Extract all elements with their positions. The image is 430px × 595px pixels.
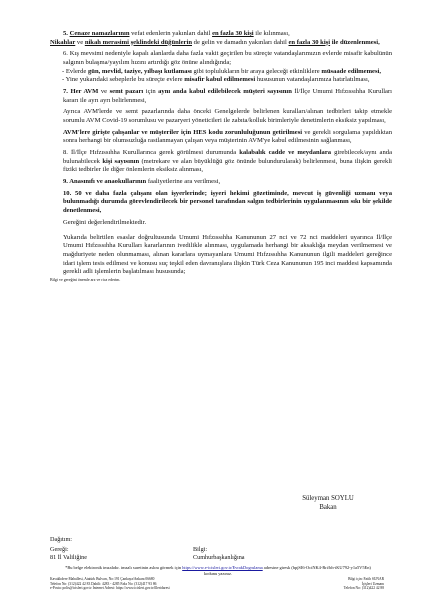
bullet-2-a: - Yine yukarıdaki sebeplerle bu süreçte evlere xyxy=(62,76,185,84)
weddings-nikah: Nikahlar xyxy=(50,38,76,46)
weddings-ceremony: nikah merasimi şeklindeki düğünlerin xyxy=(84,38,192,46)
item-8-e: (metrekare ve alan büyüklüğü göz önünde bulundurularak) belirlenmesi, buna ilişkin gerekli fiziki tedbirler ile diğer önlemlerin eksiksiz alınması, xyxy=(63,157,392,174)
signature-block xyxy=(283,494,373,512)
footer-email-line[interactable]: e-Posta: polis@icisleri.gov.tr İnternet Adresi: https://www.icisleri.gov.tr/illeridaresi xyxy=(50,586,170,591)
closing-paragraph: Yukarıda belirtilen esaslar doğrultusunda Umumi Hıfzıssıhha Kanununun 27 nci ve 72 nci maddeleri uyarınca İl/İlçe Umumi Hıfzıssıhha Kurulları kararlarının ivedilikle alınması, uygulamada herhangi bir aksaklığa meydan verilmemesi ve mağduriyete neden olunmaması, alınan kararlara uymayanlara Umumi Hıfzıssıhha Kanununun ilgili maddeleri gereğince idari işlem tesis edilmesi ve konusu suç teşkil eden davranışlara ilişkin Türk Ceza Kanununun 195 inci maddesi kapsamında gerekli adli işlemlerin başlatılması hususunda; xyxy=(63,233,392,276)
item-6-bullet-2 xyxy=(50,76,392,85)
bullet-1-b: gibi toplulukların bir araya geleceği etkinliklere xyxy=(191,67,322,75)
item-9 xyxy=(50,178,392,187)
esign-note-code: adresine giresk (bpjSI6-OctNK4-Rri/bh-tKU792-y1a5V5En) kodunu yazınız. xyxy=(203,565,371,576)
item-8-streets: kalabalık cadde ve meydanlara xyxy=(239,149,332,157)
item-7-avm: AVM xyxy=(83,87,99,95)
item-8-c: girebilecek/aynı anda bulunabilecek xyxy=(63,149,392,165)
weddings-limit: en fazla 30 kişi xyxy=(288,38,331,46)
item-7-text: İl/İlçe Umumi Hıfzıssıhha Kurulları kararı ile ayrı ayrı belirlenmesi, xyxy=(63,87,392,104)
weddings-text: de gelin ve damadın yakınları dahil xyxy=(192,38,289,46)
bullet-1-a: - Evlerde xyxy=(62,67,88,75)
item-6-bullet-1 xyxy=(50,68,392,77)
distribution-action-label: Gereği: xyxy=(50,546,69,554)
footer-contact-phone: Telefon No: (312)422 42 88 xyxy=(343,586,384,591)
signer-title: Bakan xyxy=(319,504,337,511)
closing-small-note: Bilgi ve gereğini önemle arz ve rica ederim. xyxy=(50,276,121,282)
item-7-hes: AVM'lere girişte çalışanlar ve müşteriler için HES kodu zorunluluğunun getirilmesi xyxy=(63,128,303,136)
item-8 xyxy=(50,149,392,175)
distribution-action-value: 81 İl Valiliğine xyxy=(50,554,88,562)
signer-name: Süleyman SOYLU xyxy=(302,495,354,502)
item-5-number: 5. xyxy=(63,30,70,37)
item-8-a: 8. İl/İlçe Hıfzıssıhha Kurullarınca gerek görülmesi durumunda xyxy=(63,149,240,157)
footer-contact xyxy=(344,577,384,591)
item-6: 6. Kış mevsimi nedeniyle kapalı alanlarda daha fazla vakit geçirilen bu süreçte vatandaşlarımızın evlerde misafir kabulünün salgının bulaşma/yayılım hızını artırdığı göz önüne alındığında; xyxy=(63,50,392,66)
bullet-2-b: hususunun vatandaşlarımıza hatırlatılması, xyxy=(255,76,370,84)
item-9-number: 9. xyxy=(63,178,70,186)
item-5 xyxy=(50,30,392,39)
esign-note xyxy=(63,565,373,576)
item-7-and: ve xyxy=(98,87,110,95)
esign-verify-link[interactable]: https://www.e-icisleri.gov.tr/EvrakDogrulama xyxy=(182,565,263,570)
item-7-hes-text: ve gerekli sorgulama yapıldıktan sonra herhangi bir olumsuzluğa rastlanmayan çalışan veya müşterinin AVM'ye kabul edilmesinin sağlanması, xyxy=(63,128,392,145)
item-7-capacity: aynı anda kabul edilebilecek müşteri sayısının xyxy=(158,87,292,95)
item-10-text: 10. 50 ve daha fazla çalışanı olan işyerlerinde; işyeri hekimi gözetiminde, mevcut iş güvenliği uzmanı veya bulunmadığı durumda görevlendirilecek bir personel tarafından salgın tedbirlerinin uygulanmasının sıkı bir şekilde denetlenmesi, xyxy=(63,189,392,214)
distribution-labels xyxy=(50,546,350,554)
footer-contact-name: Bilgi için: Fatih SUNAR xyxy=(348,577,384,581)
item-7-number: 7. Her xyxy=(63,87,84,95)
item-5-limit: en fazla 30 kişi xyxy=(212,30,254,37)
distribution-info-value: Cumhurbaşkanlığına xyxy=(193,554,245,562)
item-5-funeral: Cenaze namazlarının xyxy=(69,30,130,37)
weddings-end: ile düzenlenmesi, xyxy=(330,38,380,46)
item-7-paragraph-3 xyxy=(50,129,392,146)
item-7-for: için xyxy=(143,87,159,95)
item-5-weddings xyxy=(50,39,392,48)
item-7-paragraph-2: Ayrıca AVM'lerde ve semt pazarlarında daha önceki Genelgelerde belirlenen kuralları/alınan tedbirleri takip etmekle sorumlu AVM Covid-19 sorumlusu ve pazaryeri yöneticileri ile zabıta/kolluk birimleriyle denetimlerin eksiksiz yapılması, xyxy=(63,108,392,124)
item-10 xyxy=(50,190,392,216)
distribution-info-label: Bilgi: xyxy=(193,546,208,554)
item-8-count: kişi sayısının xyxy=(102,157,140,165)
weddings-and: ve xyxy=(75,38,85,46)
bullet-1-events: gün, mevlid, taziye, yılbaşı kutlaması xyxy=(88,67,192,75)
item-7-market: semt pazarı xyxy=(109,87,144,95)
item-7 xyxy=(50,88,392,105)
footer-contact-title: İçişleri Uzmanı xyxy=(361,581,384,586)
item-5-text-end: ile kılınması, xyxy=(253,30,290,37)
document-body xyxy=(50,30,392,282)
footer-phone-line: Telefon No: (312)422 42 83 Dahili: 4283 - 4285 Faks No: (312)417 93 86 xyxy=(50,581,157,586)
esign-note-text: *Bu belge elektronik imzalıdır. imzalı suretinin aslını görmek için xyxy=(65,565,183,570)
distribution-values xyxy=(50,554,350,562)
footer-address-line: Kavaklıdere Mahallesi, Atatürk Bulvarı, No:191 Çankaya/Ankara 06680 xyxy=(50,577,155,581)
item-10-conclusion: Gereğini değerlendirilmektedir. xyxy=(63,218,147,226)
bullet-2-guest: misafir kabul edilmemesi xyxy=(184,76,256,84)
item-9-text: faaliyetlerine ara verilmesi, xyxy=(146,178,221,186)
footer-address xyxy=(50,577,170,591)
item-5-text: vefat edenlerin yakınları dahil xyxy=(129,30,213,37)
distribution-block xyxy=(50,536,350,563)
bullet-1-forbidden: müsaade edilmemesi, xyxy=(321,67,382,75)
page-footer xyxy=(50,577,384,591)
distribution-heading: Dağıtım: xyxy=(50,536,72,543)
item-9-kindergarten: Anasınıfı ve anaokullarının xyxy=(69,178,147,186)
